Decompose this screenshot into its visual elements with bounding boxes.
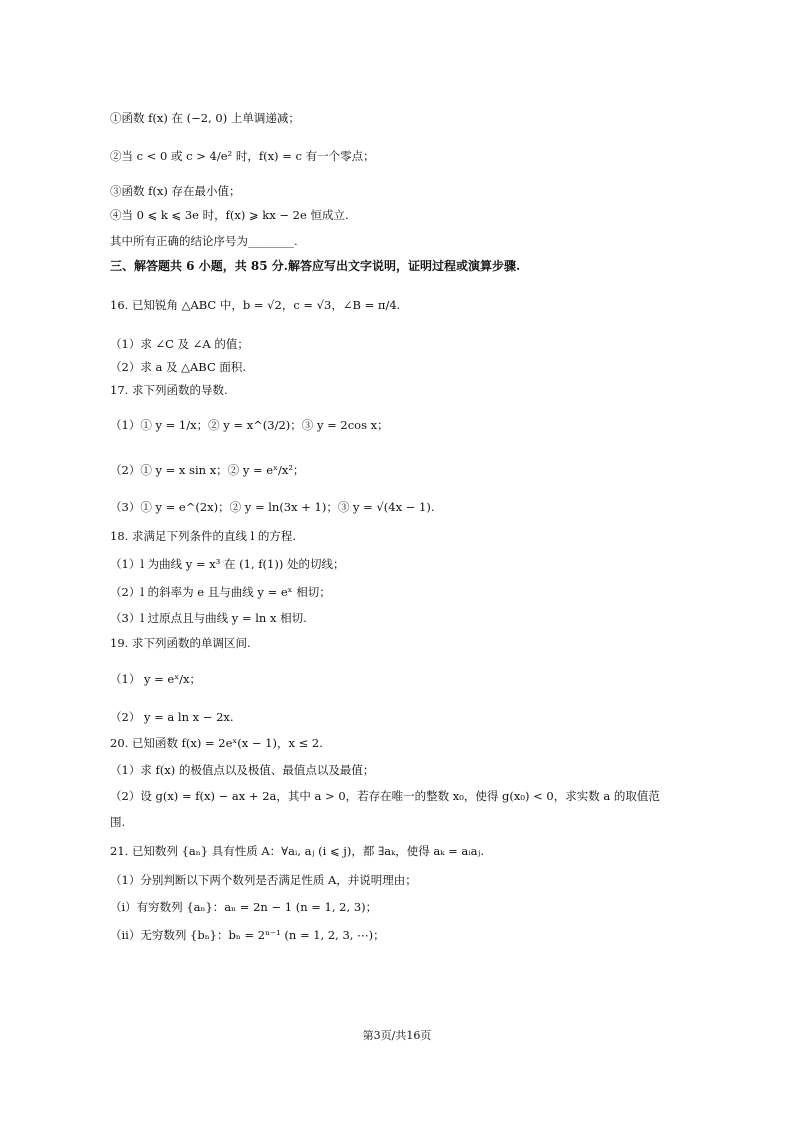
question-21: 21. 已知数列 {aₙ} 具有性质 A：∀aᵢ, aⱼ (i ⩽ j)，都 ∃aₖ，使得 aₖ = aᵢaⱼ. — [110, 844, 485, 858]
question-21-item-i: （i）有穷数列 {aₙ}：aₙ = 2n − 1 (n = 1, 2, 3)； — [110, 900, 378, 914]
question-17: 17. 求下列函数的导数. — [110, 383, 228, 397]
question-16-part-1: （1）求 ∠C 及 ∠A 的值； — [110, 337, 249, 351]
question-19: 19. 求下列函数的单调区间. — [110, 636, 251, 650]
question-17-part-1: （1）① y = 1/x；② y = x^(3/2)；③ y = 2cos x； — [110, 418, 389, 432]
statement-3: ③函数 f(x) 存在最小值； — [110, 184, 241, 198]
statement-4: ④当 0 ⩽ k ⩽ 3e 时，f(x) ⩾ kx − 2e 恒成立. — [110, 208, 349, 222]
question-20-part-2-cont: 围. — [110, 815, 126, 829]
question-16-part-2: （2）求 a 及 △ABC 面积. — [110, 360, 247, 374]
question-19-part-1: （1） y = eˣ/x； — [110, 672, 201, 686]
page-footer: 第3页/共16页 — [362, 1029, 432, 1042]
question-16: 16. 已知锐角 △ABC 中，b = √2，c = √3，∠B = π/4. — [110, 298, 401, 312]
question-20-part-2: （2）设 g(x) = f(x) − ax + 2a，其中 a > 0，若存在唯一的整数 x₀，使得 g(x₀) < 0，求实数 a 的取值范 — [110, 789, 660, 803]
question-19-part-2: （2） y = a ln x − 2x. — [110, 710, 234, 724]
question-17-part-3: （3）① y = e^(2x)；② y = ln(3x + 1)；③ y = √(4x − 1). — [110, 500, 435, 514]
question-18-part-1: （1）l 为曲线 y = x³ 在 (1, f(1)) 处的切线； — [110, 557, 345, 571]
question-20-part-1: （1）求 f(x) 的极值点以及极值、最值点以及最值； — [110, 763, 375, 777]
question-18-part-2: （2）l 的斜率为 e 且与曲线 y = eˣ 相切； — [110, 585, 331, 599]
statement-1: ①函数 f(x) 在 (−2, 0) 上单调递减； — [110, 111, 300, 125]
question-20: 20. 已知函数 f(x) = 2eˣ(x − 1)，x ≤ 2. — [110, 736, 323, 750]
question-21-item-ii: （ii）无穷数列 {bₙ}：bₙ = 2ⁿ⁻¹ (n = 1, 2, 3, ⋯)； — [110, 928, 385, 942]
question-18: 18. 求满足下列条件的直线 l 的方程. — [110, 529, 297, 543]
question-17-part-2: （2）① y = x sin x；② y = eˣ/x²； — [110, 463, 305, 477]
fill-blank: 其中所有正确的结论序号为________. — [110, 234, 298, 248]
section-heading: 三、解答题共 6 小题，共 85 分.解答应写出文字说明，证明过程或演算步骤. — [110, 259, 521, 273]
statement-2: ②当 c < 0 或 c > 4/e² 时，f(x) = c 有一个零点； — [110, 149, 375, 163]
question-18-part-3: （3）l 过原点且与曲线 y = ln x 相切. — [110, 611, 307, 625]
question-21-part-1: （1）分别判断以下两个数列是否满足性质 A，并说明理由； — [110, 873, 417, 887]
